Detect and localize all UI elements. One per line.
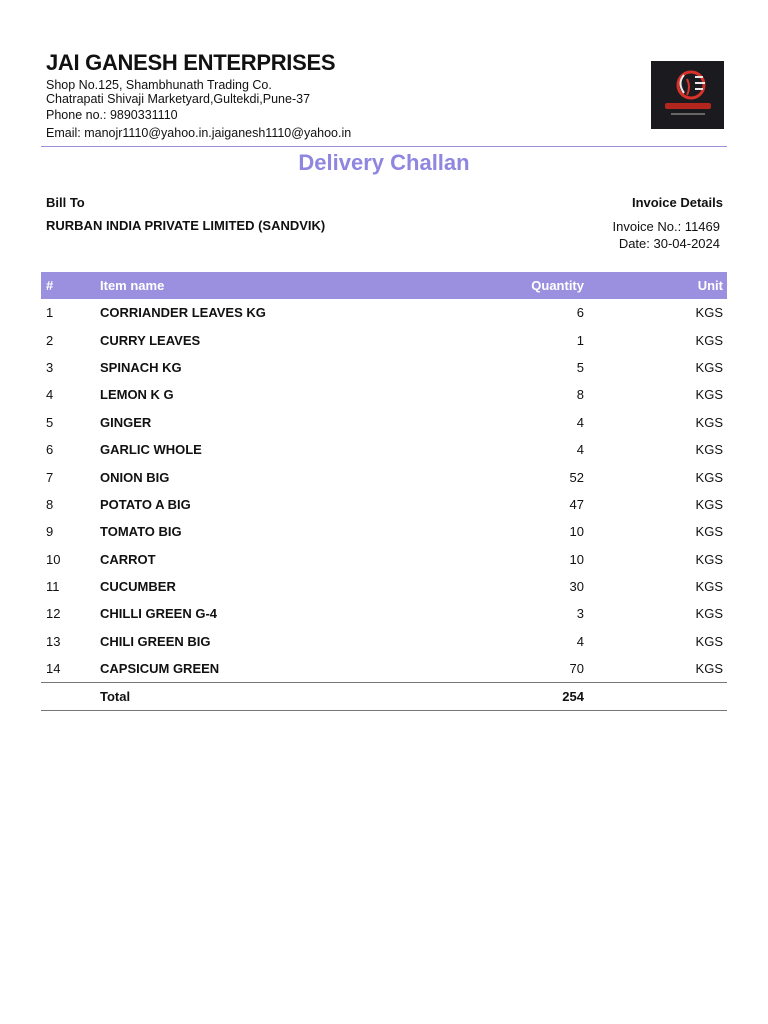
row-num: 7: [46, 469, 54, 485]
company-phone: Phone no.: 9890331110: [46, 108, 178, 122]
row-quantity: 5: [576, 359, 584, 375]
row-num: 12: [46, 606, 61, 622]
row-quantity: 30: [569, 579, 584, 595]
row-item-name: GINGER: [100, 414, 152, 430]
row-item-name: LEMON K G: [100, 387, 174, 403]
table-row: [41, 436, 727, 463]
row-unit: KGS: [695, 442, 723, 458]
row-num: 11: [46, 579, 60, 595]
table-row: [41, 326, 727, 353]
header-divider: [41, 146, 727, 147]
row-item-name: CHILLI GREEN G-4: [100, 606, 218, 622]
table-row: [41, 546, 727, 573]
row-num: 2: [46, 332, 54, 348]
row-num: 8: [46, 496, 54, 512]
row-item-name: TOMATO BIG: [100, 524, 182, 540]
total-quantity: 254: [475, 682, 589, 710]
row-num: 13: [46, 633, 61, 649]
invoice-details-label: Invoice Details: [631, 195, 723, 210]
bill-to-label: Bill To: [46, 195, 85, 210]
row-quantity: 47: [569, 496, 584, 512]
row-unit: KGS: [695, 359, 723, 375]
row-quantity: 10: [569, 551, 584, 567]
row-num: 9: [46, 524, 54, 540]
total-unit-cell: [589, 682, 727, 710]
table-header-row: [41, 272, 727, 299]
table-row: [41, 354, 727, 381]
row-item-name: CARROT: [100, 551, 156, 567]
row-quantity: 70: [569, 661, 584, 677]
row-num: 1: [46, 305, 54, 321]
row-unit: KGS: [695, 524, 723, 540]
table-row: [41, 491, 727, 518]
header-item-name: Item name: [95, 272, 475, 299]
items-table-body: [41, 299, 727, 682]
row-num: 5: [46, 414, 54, 430]
items-table: [41, 272, 727, 711]
company-logo: [651, 61, 724, 129]
row-item-name: CHILI GREEN BIG: [100, 633, 211, 649]
total-row: [41, 682, 727, 710]
row-unit: KGS: [695, 332, 723, 348]
row-quantity: 52: [569, 469, 584, 485]
company-email: Email: manojr1110@yahoo.in.jaiganesh1110@yahoo.in: [46, 126, 352, 140]
row-unit: KGS: [695, 305, 723, 321]
ganesh-logo-icon: [651, 61, 724, 129]
row-item-name: CUCUMBER: [100, 579, 176, 595]
header-unit: Unit: [589, 272, 727, 299]
company-address-line2: Chatrapati Shivaji Marketyard,Gultekdi,Pune-37: [46, 92, 311, 106]
invoice-number: Invoice No.: 11469: [612, 219, 720, 234]
row-num: 14: [46, 661, 61, 677]
row-item-name: CAPSICUM GREEN: [100, 661, 220, 677]
table-row: [41, 409, 727, 436]
document-title: Delivery Challan: [298, 150, 470, 175]
table-row: [41, 299, 727, 326]
row-num: 10: [46, 551, 61, 567]
row-unit: KGS: [695, 496, 723, 512]
row-num: 4: [46, 387, 54, 403]
header-quantity: Quantity: [475, 272, 589, 299]
row-quantity: 8: [576, 387, 584, 403]
row-item-name: CORRIANDER LEAVES KG: [100, 305, 266, 321]
row-unit: KGS: [695, 414, 723, 430]
row-unit: KGS: [695, 387, 723, 403]
header-num: #: [41, 272, 95, 299]
table-row: [41, 381, 727, 408]
total-label: Total: [95, 682, 475, 710]
table-row: [41, 655, 727, 682]
table-row: [41, 518, 727, 545]
row-unit: KGS: [695, 469, 723, 485]
row-num: 3: [46, 359, 54, 375]
customer-name: RURBAN INDIA PRIVATE LIMITED (SANDVIK): [46, 218, 326, 233]
row-item-name: GARLIC WHOLE: [100, 442, 202, 458]
row-quantity: 4: [576, 633, 584, 649]
total-num-cell: [41, 682, 95, 710]
row-num: 6: [46, 442, 54, 458]
row-item-name: CURRY LEAVES: [100, 332, 201, 348]
row-item-name: ONION BIG: [100, 469, 170, 485]
row-quantity: 10: [569, 524, 584, 540]
table-row: [41, 573, 727, 600]
row-unit: KGS: [695, 606, 723, 622]
table-row: [41, 628, 727, 655]
row-quantity: 4: [576, 414, 584, 430]
row-unit: KGS: [695, 661, 723, 677]
row-unit: KGS: [695, 551, 723, 567]
table-row: [41, 463, 727, 490]
table-row: [41, 600, 727, 627]
row-item-name: POTATO A BIG: [100, 496, 191, 512]
company-name: JAI GANESH ENTERPRISES: [46, 50, 336, 75]
row-unit: KGS: [695, 633, 723, 649]
invoice-date: Date: 30-04-2024: [618, 236, 720, 251]
row-quantity: 4: [576, 442, 584, 458]
row-quantity: 3: [576, 606, 584, 622]
company-address-line1: Shop No.125, Shambhunath Trading Co.: [46, 78, 272, 92]
row-quantity: 6: [576, 305, 584, 321]
row-unit: KGS: [695, 579, 723, 595]
row-quantity: 1: [576, 332, 584, 348]
row-item-name: SPINACH KG: [100, 359, 182, 375]
